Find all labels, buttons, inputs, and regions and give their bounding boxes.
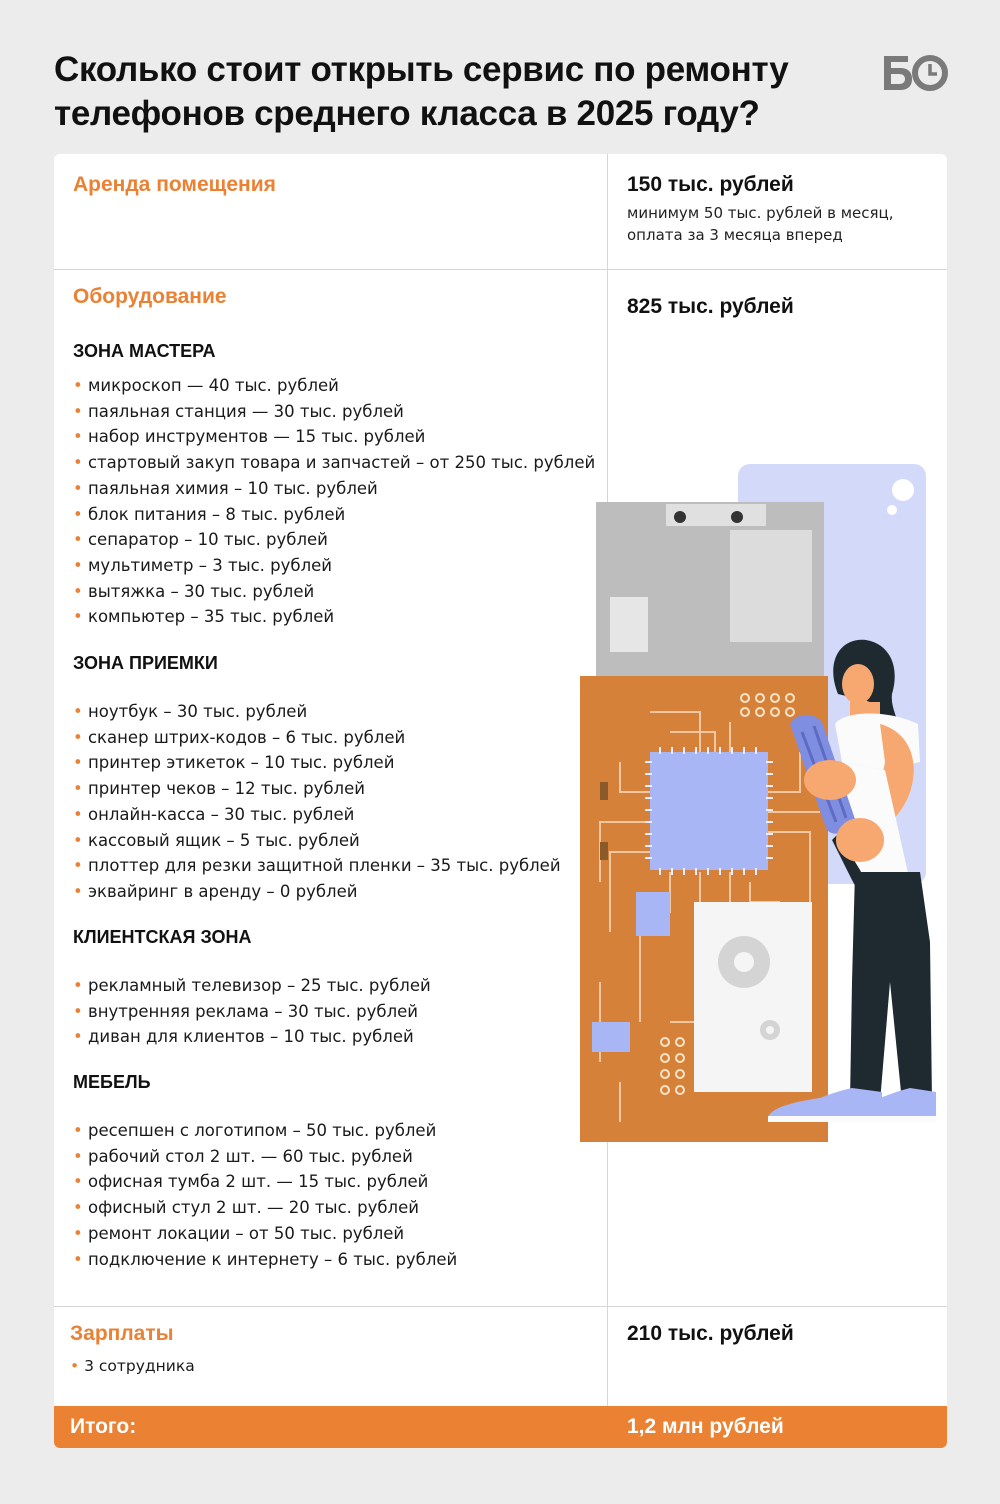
zone-master-list bbox=[73, 373, 595, 630]
total-value: 1,2 млн рублей bbox=[627, 1415, 784, 1438]
list-item: • эквайринг в аренду – 0 рублей bbox=[73, 879, 561, 905]
list-item: • блок питания – 8 тыс. рублей bbox=[73, 502, 595, 528]
list-item: • кассовый ящик – 5 тыс. рублей bbox=[73, 828, 561, 854]
zone-title-client: КЛИЕНТСКАЯ ЗОНА bbox=[73, 927, 252, 947]
total-bar bbox=[54, 1406, 947, 1448]
list-item: • набор инструментов — 15 тыс. рублей bbox=[73, 424, 595, 450]
page-title: Сколько стоит открыть сервис по ремонту телефонов среднего класса в 2025 году? bbox=[54, 50, 789, 133]
list-item: • подключение к интернету – 6 тыс. рублей bbox=[73, 1247, 457, 1273]
zone-title-reception: ЗОНА ПРИЕМКИ bbox=[73, 653, 218, 673]
list-item: • офисный стул 2 шт. — 20 тыс. рублей bbox=[73, 1195, 457, 1221]
list-item: • ноутбук – 30 тыс. рублей bbox=[73, 699, 561, 725]
list-item: • паяльная химия – 10 тыс. рублей bbox=[73, 476, 595, 502]
list-item: • стартовый закуп товара и запчастей – от 250 тыс. рублей bbox=[73, 450, 595, 476]
rent-value: 150 тыс. рублей bbox=[627, 173, 794, 196]
salaries-list bbox=[70, 1354, 195, 1380]
zone-reception-list bbox=[73, 699, 561, 905]
list-item: • диван для клиентов – 10 тыс. рублей bbox=[73, 1024, 431, 1050]
list-item: • офисная тумба 2 шт. — 15 тыс. рублей bbox=[73, 1169, 457, 1195]
list-item: • принтер чеков – 12 тыс. рублей bbox=[73, 776, 561, 802]
list-item: • микроскоп — 40 тыс. рублей bbox=[73, 373, 595, 399]
list-item: • принтер этикеток – 10 тыс. рублей bbox=[73, 750, 561, 776]
cost-table-card bbox=[54, 154, 947, 1448]
salaries-value: 210 тыс. рублей bbox=[627, 1322, 794, 1345]
rent-label: Аренда помещения bbox=[73, 173, 276, 196]
zone-title-furniture: МЕБЕЛЬ bbox=[73, 1072, 151, 1092]
row-divider-equipment bbox=[54, 1306, 947, 1307]
list-item: • ремонт локации – от 50 тыс. рублей bbox=[73, 1221, 457, 1247]
list-item: • вытяжка – 30 тыс. рублей bbox=[73, 579, 595, 605]
row-divider-rent bbox=[54, 269, 947, 270]
list-item: • паяльная станция — 30 тыс. рублей bbox=[73, 399, 595, 425]
list-item: • плоттер для резки защитной пленки – 35 тыс. рублей bbox=[73, 853, 561, 879]
list-item: • сепаратор – 10 тыс. рублей bbox=[73, 527, 595, 553]
total-label: Итого: bbox=[70, 1415, 137, 1438]
list-item: • мультиметр – 3 тыс. рублей bbox=[73, 553, 595, 579]
zone-title-master: ЗОНА МАСТЕРА bbox=[73, 341, 216, 361]
list-item: • компьютер – 35 тыс. рублей bbox=[73, 604, 595, 630]
equipment-value: 825 тыс. рублей bbox=[627, 295, 794, 318]
list-item: • сканер штрих-кодов – 6 тыс. рублей bbox=[73, 725, 561, 751]
list-item: • онлайн-касса – 30 тыс. рублей bbox=[73, 802, 561, 828]
list-item: • внутренняя реклама – 30 тыс. рублей bbox=[73, 999, 431, 1025]
list-item: • 3 сотрудника bbox=[70, 1354, 195, 1380]
phone-repair-illustration bbox=[580, 462, 936, 1152]
salaries-label: Зарплаты bbox=[70, 1322, 174, 1345]
list-item: • ресепшен с логотипом – 50 тыс. рублей bbox=[73, 1118, 457, 1144]
rent-note: минимум 50 тыс. рублей в месяц, оплата за 3 месяца вперед bbox=[627, 204, 894, 244]
list-item: • рекламный телевизор – 25 тыс. рублей bbox=[73, 973, 431, 999]
equipment-label: Оборудование bbox=[73, 285, 227, 308]
bo-logo-icon bbox=[880, 52, 948, 92]
zone-furniture-list bbox=[73, 1118, 457, 1272]
zone-client-list bbox=[73, 973, 431, 1050]
list-item: • рабочий стол 2 шт. — 60 тыс. рублей bbox=[73, 1144, 457, 1170]
